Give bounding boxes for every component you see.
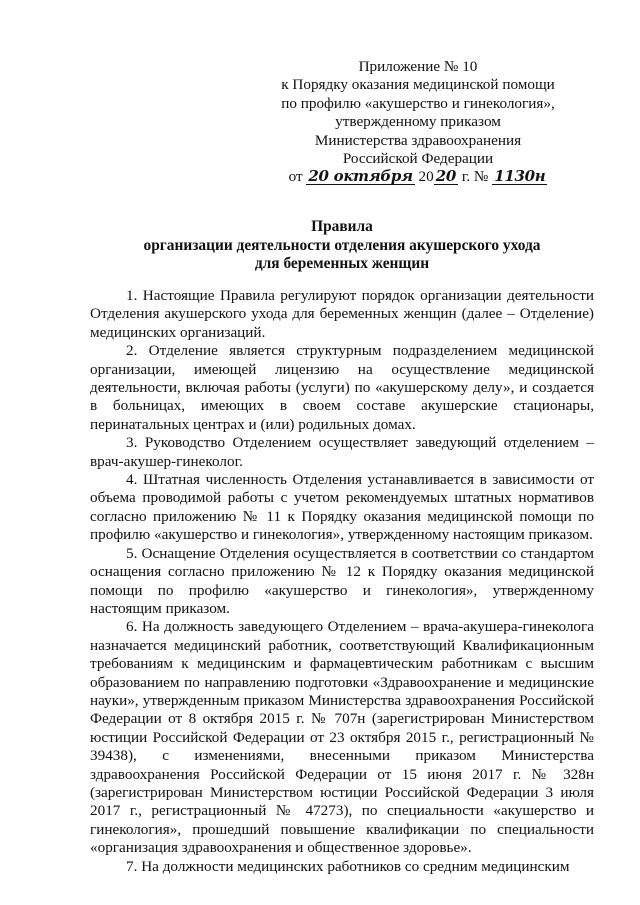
appendix-line: по профилю «акушерство и гинекология», — [281, 94, 555, 112]
date-year-prefix: 20 — [418, 168, 434, 186]
appendix-header — [258, 58, 578, 187]
appendix-line: Российской Федерации — [342, 150, 494, 168]
order-date-line — [258, 168, 578, 186]
document-title — [90, 218, 594, 274]
title-line: для беременных женщин — [254, 255, 430, 272]
paragraph-2: 2. Отделение является структурным подразделением медицинской организации, имеющей лицензию на осуществление медицинской деятельности, включая работы (услуги) по «акушерскому делу», и создается в больницах, имеющих в своем составе акушерские стационары, перинатальных центрах и (или) родильных домах. — [90, 342, 594, 433]
handwritten-order-number: 1130н — [494, 167, 546, 186]
appendix-line: Министерства здравоохранения — [314, 131, 522, 149]
paragraph-4: 4. Штатная численность Отделения устанавливается в зависимости от объема проводимой работы с учетом рекомендуемых штатных нормативов согласно приложению № 11 к Порядку оказания медицинской помощи по профилю «акушерство и гинекология», утвержденному настоящим приказом. — [90, 471, 594, 544]
date-suffix: г. № — [461, 168, 489, 186]
paragraph-3: 3. Руководство Отделением осуществляет заведующий отделением – врач-акушер-гинеколог. — [90, 434, 594, 470]
paragraph-6: 6. На должность заведующего Отделением – врача-акушера-гинеколога назначается медицинский работник, соответствующий Квалификационным требованиям к медицинским и фармацевтическим работникам с высшим образованием по направлению подготовки «Здравоохранение и медицинские науки», утвержденным приказом Министерства здравоохранения Российской Федерации от 8 октября 2015 г. № 707н (зарегистрирован Министерством юстиции Российской Федерации от 23 октября 2015 г., регистрационный № 39438), с изменениями, внесенными приказом Министерства здравоохранения Российской Федерации от 15 июня 2017 г. № 328н (зарегистрирован Министерством юстиции Российской Федерации 3 июля 2017 г., регистрационный № 47273), по специальности «акушерство и гинекология», прошедший повышение квалификации по специальности «организация здравоохранения и общественное здоровье». — [90, 618, 594, 857]
paragraph-1: 1. Настоящие Правила регулируют порядок организации деятельности Отделения акушерского ухода для беременных женщин (далее – Отделение) медицинских организаций. — [90, 287, 594, 341]
date-prefix: от — [288, 168, 303, 186]
title-line: Правила — [311, 218, 373, 235]
document-body — [90, 287, 594, 876]
handwritten-date: 20 октября — [308, 167, 413, 186]
title-line: организации деятельности отделения акушерского ухода — [143, 236, 541, 254]
appendix-line: утвержденному приказом — [335, 113, 501, 131]
paragraph-5: 5. Оснащение Отделения осуществляется в соответствии со стандартом оснащения согласно приложению № 12 к Порядку оказания медицинской помощи по профилю «акушерство и гинекология», утвержденному настоящим приказом. — [90, 544, 594, 617]
paragraph-7: 7. На должности медицинских работников со средним медицинским — [126, 857, 570, 875]
appendix-number: Приложение № 10 — [358, 58, 478, 75]
handwritten-year: 20 — [435, 167, 457, 186]
appendix-line: к Порядку оказания медицинской помощи — [281, 76, 555, 94]
